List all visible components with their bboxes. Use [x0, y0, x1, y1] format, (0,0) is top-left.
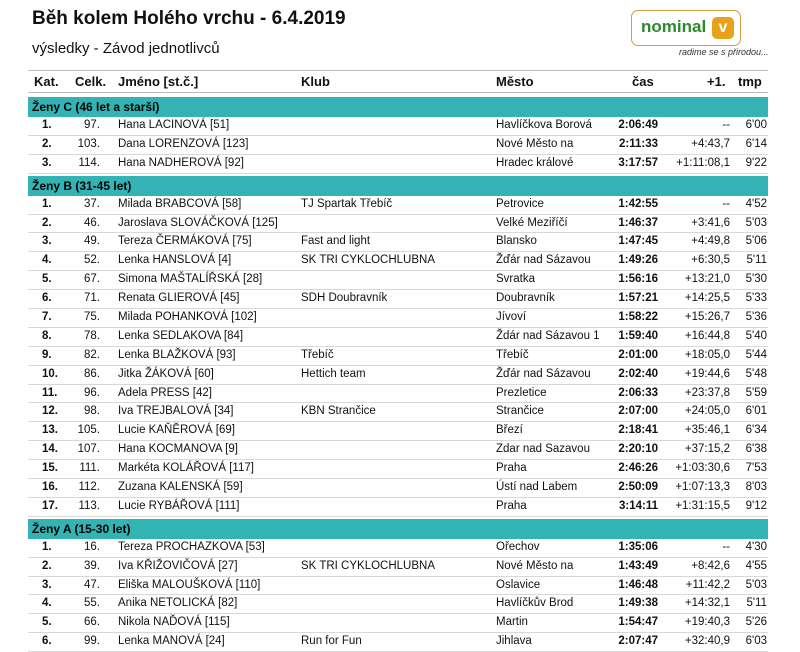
cell-name: Hana KOCMANOVA [9]: [118, 443, 238, 456]
cell-plus: +8:42,6: [691, 559, 730, 572]
cell-cas: 1:49:38: [618, 597, 658, 610]
cell-plus: +32:40,9: [684, 635, 730, 648]
cell-tmp: 4'30: [745, 540, 767, 553]
cell-name: Milada BRABCOVÁ [58]: [118, 197, 242, 210]
table-row: [28, 633, 768, 652]
col-plus: +1.: [707, 74, 726, 89]
cell-name: Milada POHANKOVÁ [102]: [118, 311, 257, 324]
cell-plus: +14:32,1: [684, 597, 730, 610]
cell-cas: 2:18:41: [618, 424, 658, 437]
cell-mesto: Havlíčkův Brod: [496, 597, 574, 610]
col-kat: Kat.: [34, 74, 59, 89]
cell-mesto: Březí: [496, 424, 523, 437]
cell-kat: 13.: [42, 424, 58, 437]
cell-cas: 3:14:11: [618, 499, 658, 512]
cell-cas: 1:47:45: [618, 235, 658, 248]
cell-name: Lucie RYBÁŘOVÁ [111]: [118, 499, 240, 512]
cell-name: Lucie KAŇĚROVÁ [69]: [118, 424, 235, 437]
table-row: [28, 309, 768, 328]
table-row: [28, 595, 768, 614]
cell-klub: Fast and light: [301, 235, 371, 248]
cell-tmp: 6'38: [745, 443, 767, 456]
cell-tmp: 6'03: [745, 635, 767, 648]
cell-plus: +15:26,7: [684, 311, 730, 324]
cell-klub: Třebíč: [301, 348, 334, 361]
logo-wordmark: nominal: [641, 17, 707, 36]
cell-klub: TJ Spartak Třebíč: [301, 197, 393, 210]
cell-mesto: Ždár nad Sázavou 1: [496, 329, 600, 342]
cell-celk: 97.: [84, 119, 100, 131]
cell-name: Anika NETOLICKÁ [82]: [118, 597, 238, 610]
cell-tmp: 5'44: [745, 348, 767, 361]
cell-plus: +37:15,2: [684, 443, 730, 456]
cell-celk: 39.: [84, 559, 100, 572]
table-row: [28, 498, 768, 517]
cell-celk: 86.: [84, 367, 100, 380]
cell-mesto: Žďár nad Sázavou: [496, 367, 591, 380]
cell-mesto: Oslavice: [496, 578, 541, 591]
table-header: [28, 70, 768, 93]
cell-name: Simona MAŠTALÍŘSKÁ [28]: [118, 273, 263, 286]
cell-tmp: 5'06: [745, 235, 767, 248]
cell-name: Tereza ČERMÁKOVÁ [75]: [118, 235, 252, 248]
cell-kat: 2.: [42, 559, 52, 572]
cell-klub: SK TRI CYKLOCHLUBNA: [301, 559, 435, 572]
cell-celk: 16.: [84, 540, 100, 553]
cell-mesto: Nové Město na: [496, 137, 574, 150]
cell-cas: 1:42:55: [618, 197, 658, 210]
cell-cas: 1:35:06: [618, 540, 658, 553]
cell-tmp: 9'22: [745, 156, 767, 169]
category-header: Ženy A (15-30 let): [28, 519, 768, 539]
cell-celk: 107.: [77, 443, 100, 456]
col-mesto: Město: [496, 74, 534, 89]
table-row: [28, 136, 768, 155]
cell-kat: 7.: [42, 311, 52, 324]
cell-klub: SDH Doubravník: [301, 292, 388, 305]
cell-cas: 1:56:16: [618, 273, 658, 286]
cell-plus: +3:41,6: [691, 216, 730, 229]
col-cas: čas: [632, 74, 654, 89]
cell-mesto: Ořechov: [496, 540, 540, 553]
cell-tmp: 7'53: [745, 462, 767, 475]
cell-mesto: Hradec králové: [496, 156, 574, 169]
cell-name: Markéta KOLÁŘOVÁ [117]: [118, 462, 254, 475]
col-name: Jméno [st.č.]: [118, 74, 199, 89]
cell-mesto: Prezletice: [496, 386, 547, 399]
cell-celk: 71.: [84, 292, 100, 305]
page-title: Běh kolem Holého vrchu - 6.4.2019: [32, 8, 346, 29]
cell-kat: 3.: [42, 578, 52, 591]
cell-kat: 15.: [42, 462, 58, 475]
cell-mesto: Havlíčkova Borová: [496, 119, 592, 131]
cell-celk: 75.: [84, 311, 100, 324]
cell-plus: +35:46,1: [684, 424, 730, 437]
cell-kat: 11.: [42, 386, 58, 399]
cell-celk: 46.: [84, 216, 100, 229]
cell-celk: 66.: [84, 616, 100, 629]
col-celk: Celk.: [75, 74, 107, 89]
page-subtitle: výsledky - Závod jednotlivců: [32, 40, 220, 57]
cell-tmp: 6'00: [745, 119, 767, 131]
cell-mesto: Svratka: [496, 273, 535, 286]
cell-tmp: 4'55: [745, 559, 767, 572]
cell-kat: 1.: [42, 119, 52, 131]
cell-kat: 2.: [42, 216, 52, 229]
cell-mesto: Jívoví: [496, 311, 527, 324]
cell-tmp: 5'03: [745, 216, 767, 229]
cell-mesto: Nové Město na: [496, 559, 574, 572]
cell-celk: 105.: [77, 424, 100, 437]
logo-frame: [631, 10, 741, 46]
table-row: [28, 196, 768, 215]
cell-celk: 96.: [84, 386, 100, 399]
cell-klub: KBN Strančice: [301, 405, 376, 418]
cell-plus: +19:44,6: [684, 367, 730, 380]
cell-cas: 1:46:37: [618, 216, 658, 229]
cell-kat: 4.: [42, 254, 52, 267]
cell-cas: 2:46:26: [618, 462, 658, 475]
table-row: [28, 385, 768, 404]
cell-plus: +13:21,0: [684, 273, 730, 286]
cell-kat: 16.: [42, 481, 58, 494]
cell-cas: 2:07:00: [618, 405, 658, 418]
cell-plus: --: [722, 197, 730, 210]
cell-celk: 99.: [84, 635, 100, 648]
table-row: [28, 577, 768, 596]
cell-tmp: 6'34: [745, 424, 767, 437]
cell-name: Tereza PROCHAZKOVA [53]: [118, 540, 265, 553]
cell-tmp: 5'36: [745, 311, 767, 324]
cell-kat: 3.: [42, 235, 52, 248]
table-row: [28, 271, 768, 290]
cell-mesto: Třebíč: [496, 348, 529, 361]
cell-plus: +1:31:15,5: [675, 499, 730, 512]
cell-celk: 114.: [78, 156, 100, 169]
cell-plus: +14:25,5: [684, 292, 730, 305]
cell-tmp: 5'11: [746, 254, 767, 267]
logo-tagline: radime se s přirodou...: [679, 47, 769, 57]
cell-mesto: Žďár nad Sázavou: [496, 254, 591, 267]
cell-cas: 1:54:47: [618, 616, 658, 629]
table-row: [28, 117, 768, 136]
cell-name: Lenka MANOVÁ [24]: [118, 635, 225, 648]
cell-kat: 2.: [42, 137, 52, 150]
cell-tmp: 5'03: [745, 578, 767, 591]
cell-mesto: Blansko: [496, 235, 537, 248]
nominal-logo: [631, 10, 771, 58]
logo-v-icon: v: [712, 17, 734, 39]
cell-cas: 2:50:09: [618, 481, 658, 494]
table-row: [28, 215, 768, 234]
cell-celk: 111.: [79, 462, 100, 475]
table-row: [28, 290, 768, 309]
cell-celk: 47.: [84, 578, 100, 591]
cell-plus: +1:03:30,6: [675, 462, 730, 475]
cell-name: Nikola NAĎOVÁ [115]: [118, 616, 230, 629]
cell-name: Jitka ŽÁKOVÁ [60]: [118, 367, 214, 380]
cell-klub: Run for Fun: [301, 635, 362, 648]
cell-celk: 49.: [84, 235, 100, 248]
category-header: Ženy B (31-45 let): [28, 176, 768, 196]
cell-kat: 17.: [42, 499, 58, 512]
cell-name: Renata GLIEROVÁ [45]: [118, 292, 240, 305]
cell-name: Eliška MALOUŠKOVÁ [110]: [118, 578, 261, 591]
cell-mesto: Zdar nad Sazavou: [496, 443, 590, 456]
cell-celk: 37.: [84, 197, 100, 210]
cell-name: Hana LACINOVÁ [51]: [118, 119, 230, 131]
cell-tmp: 5'26: [745, 616, 767, 629]
cell-name: Lenka HANSLOVÁ [4]: [118, 254, 232, 267]
table-row: [28, 479, 768, 498]
cell-name: Lenka SEDLAKOVA [84]: [118, 329, 244, 342]
cell-cas: 1:46:48: [618, 578, 658, 591]
cell-cas: 2:07:47: [618, 635, 658, 648]
cell-name: Zuzana KALENSKÁ [59]: [118, 481, 243, 494]
results-table: [28, 95, 768, 652]
cell-plus: +23:37,8: [684, 386, 730, 399]
cell-tmp: 5'33: [745, 292, 767, 305]
cell-cas: 1:59:40: [618, 329, 658, 342]
cell-plus: +1:11:08,1: [676, 156, 730, 169]
cell-klub: SK TRI CYKLOCHLUBNA: [301, 254, 435, 267]
table-row: [28, 441, 768, 460]
cell-tmp: 8'03: [745, 481, 767, 494]
cell-kat: 1.: [42, 540, 52, 553]
cell-tmp: 4'52: [745, 197, 767, 210]
cell-cas: 3:17:57: [618, 156, 658, 169]
cell-plus: +6:30,5: [691, 254, 730, 267]
table-row: [28, 558, 768, 577]
cell-celk: 112.: [78, 481, 100, 494]
table-row: [28, 614, 768, 633]
cell-kat: 5.: [42, 273, 52, 286]
cell-mesto: Petrovice: [496, 197, 544, 210]
cell-kat: 3.: [42, 156, 52, 169]
table-row: [28, 233, 768, 252]
cell-tmp: 5'30: [745, 273, 767, 286]
cell-cas: 1:58:22: [618, 311, 658, 324]
table-row: [28, 460, 768, 479]
table-row: [28, 328, 768, 347]
cell-celk: 82.: [84, 348, 100, 361]
cell-celk: 52.: [84, 254, 100, 267]
cell-plus: +18:05,0: [684, 348, 730, 361]
cell-celk: 98.: [84, 405, 100, 418]
cell-celk: 103.: [77, 137, 100, 150]
table-row: [28, 155, 768, 174]
cell-kat: 1.: [42, 197, 52, 210]
cell-mesto: Doubravník: [496, 292, 555, 305]
cell-celk: 67.: [84, 273, 100, 286]
cell-kat: 5.: [42, 616, 52, 629]
cell-name: Jaroslava SLOVÁČKOVÁ [125]: [118, 216, 278, 229]
cell-mesto: Praha: [496, 462, 527, 475]
cell-plus: --: [722, 119, 730, 131]
cell-plus: +16:44,8: [684, 329, 730, 342]
table-row: [28, 539, 768, 558]
table-row: [28, 347, 768, 366]
cell-klub: Hettich team: [301, 367, 366, 380]
cell-mesto: Martin: [496, 616, 528, 629]
cell-plus: +24:05,0: [684, 405, 730, 418]
cell-mesto: Praha: [496, 499, 527, 512]
cell-cas: 2:06:49: [618, 119, 658, 131]
cell-name: Lenka BLAŽKOVÁ [93]: [118, 348, 236, 361]
cell-plus: +4:49,8: [691, 235, 730, 248]
cell-cas: 1:43:49: [618, 559, 658, 572]
cell-tmp: 9'12: [745, 499, 767, 512]
cell-cas: 2:06:33: [618, 386, 658, 399]
cell-mesto: Velké Meziříčí: [496, 216, 568, 229]
table-row: [28, 422, 768, 441]
cell-name: Hana NADHEROVÁ [92]: [118, 156, 244, 169]
cell-cas: 2:01:00: [618, 348, 658, 361]
cell-kat: 10.: [42, 367, 58, 380]
cell-tmp: 5'48: [745, 367, 767, 380]
cell-tmp: 6'14: [745, 137, 767, 150]
cell-plus: +11:42,2: [685, 578, 730, 591]
cell-tmp: 6'01: [745, 405, 767, 418]
cell-cas: 1:49:26: [618, 254, 658, 267]
cell-tmp: 5'11: [746, 597, 767, 610]
cell-kat: 12.: [42, 405, 58, 418]
col-klub: Klub: [301, 74, 330, 89]
cell-tmp: 5'40: [745, 329, 767, 342]
cell-kat: 14.: [42, 443, 58, 456]
table-row: [28, 366, 768, 385]
cell-celk: 113.: [78, 499, 100, 512]
cell-celk: 55.: [84, 597, 100, 610]
cell-kat: 6.: [42, 635, 52, 648]
cell-cas: 2:02:40: [618, 367, 658, 380]
cell-plus: --: [722, 540, 730, 553]
cell-celk: 78.: [84, 329, 100, 342]
category-header: Ženy C (46 let a starší): [28, 97, 768, 117]
cell-name: Iva KŘIŽOVIČOVÁ [27]: [118, 559, 238, 572]
cell-name: Dana LORENZOVÁ [123]: [118, 137, 249, 150]
col-tmp: tmp: [738, 74, 762, 89]
cell-kat: 8.: [42, 329, 52, 342]
cell-plus: +19:40,3: [684, 616, 730, 629]
cell-mesto: Strančice: [496, 405, 544, 418]
cell-name: Adela PRESS [42]: [118, 386, 212, 399]
cell-plus: +1:07:13,3: [675, 481, 730, 494]
cell-name: Iva TREJBALOVÁ [34]: [118, 405, 234, 418]
table-row: [28, 252, 768, 271]
cell-mesto: Ústí nad Labem: [496, 481, 578, 494]
cell-kat: 9.: [42, 348, 52, 361]
cell-plus: +4:43,7: [691, 137, 730, 150]
cell-kat: 6.: [42, 292, 52, 305]
cell-cas: 2:20:10: [618, 443, 658, 456]
cell-cas: 1:57:21: [618, 292, 658, 305]
cell-kat: 4.: [42, 597, 52, 610]
cell-mesto: Jihlava: [496, 635, 532, 648]
cell-cas: 2:11:33: [618, 137, 658, 150]
table-row: [28, 403, 768, 422]
cell-tmp: 5'59: [745, 386, 767, 399]
